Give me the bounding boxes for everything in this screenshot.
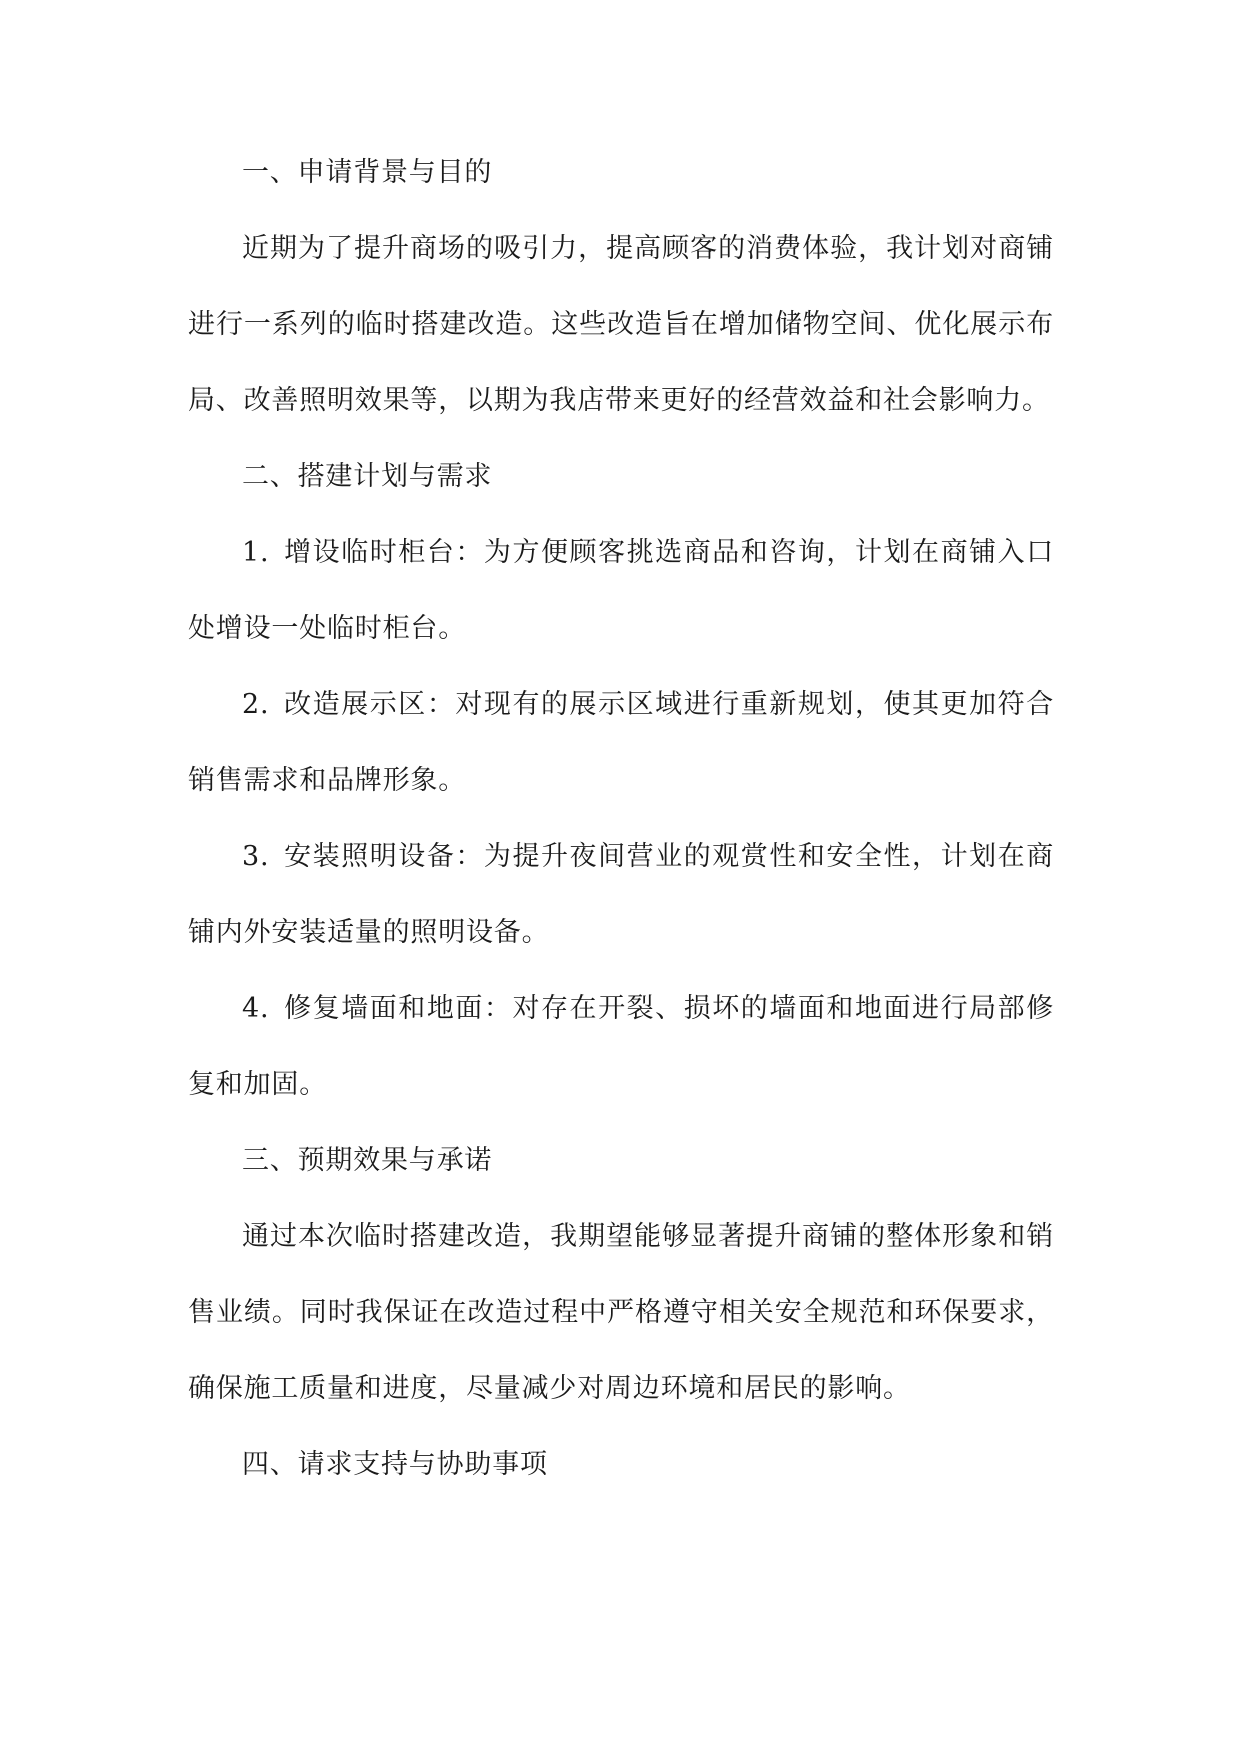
section-heading-3: 三、预期效果与承诺 (242, 1145, 493, 1176)
list-item-4 (188, 971, 1054, 1123)
list-item-text: 修复墙面和地面：对存在开裂、损坏的墙面和地面进行局部修复和加固。 (188, 993, 1054, 1100)
paragraph-background: 近期为了提升商场的吸引力，提高顾客的消费体验，我计划对商铺进行一系列的临时搭建改造。这些改造旨在增加储物空间、优化展示布局、改善照明效果等，以期为我店带来更好的经营效益和社会影响力。 (188, 233, 1054, 416)
list-item-2 (188, 667, 1054, 819)
list-item-text: 安装照明设备：为提升夜间营业的观赏性和安全性，计划在商铺内外安装适量的照明设备。 (188, 841, 1054, 948)
list-item-text: 改造展示区：对现有的展示区域进行重新规划，使其更加符合销售需求和品牌形象。 (188, 689, 1054, 796)
list-item-3 (188, 819, 1054, 971)
document-body (188, 135, 1054, 1503)
list-item-number: 4. (242, 993, 270, 1024)
section-heading-4: 四、请求支持与协助事项 (242, 1449, 548, 1480)
section-heading-2: 二、搭建计划与需求 (242, 461, 493, 492)
list-item-number: 1. (242, 537, 270, 568)
list-item-number: 2. (242, 689, 270, 720)
list-item-text: 增设临时柜台：为方便顾客挑选商品和咨询，计划在商铺入口处增设一处临时柜台。 (188, 537, 1054, 644)
list-item-number: 3. (242, 841, 270, 872)
section-heading-1: 一、申请背景与目的 (242, 157, 493, 188)
list-item-1 (188, 515, 1054, 667)
paragraph-expected-effect: 通过本次临时搭建改造，我期望能够显著提升商铺的整体形象和销售业绩。同时我保证在改造过程中严格遵守相关安全规范和环保要求，确保施工质量和进度，尽量减少对周边环境和居民的影响。 (188, 1221, 1054, 1404)
